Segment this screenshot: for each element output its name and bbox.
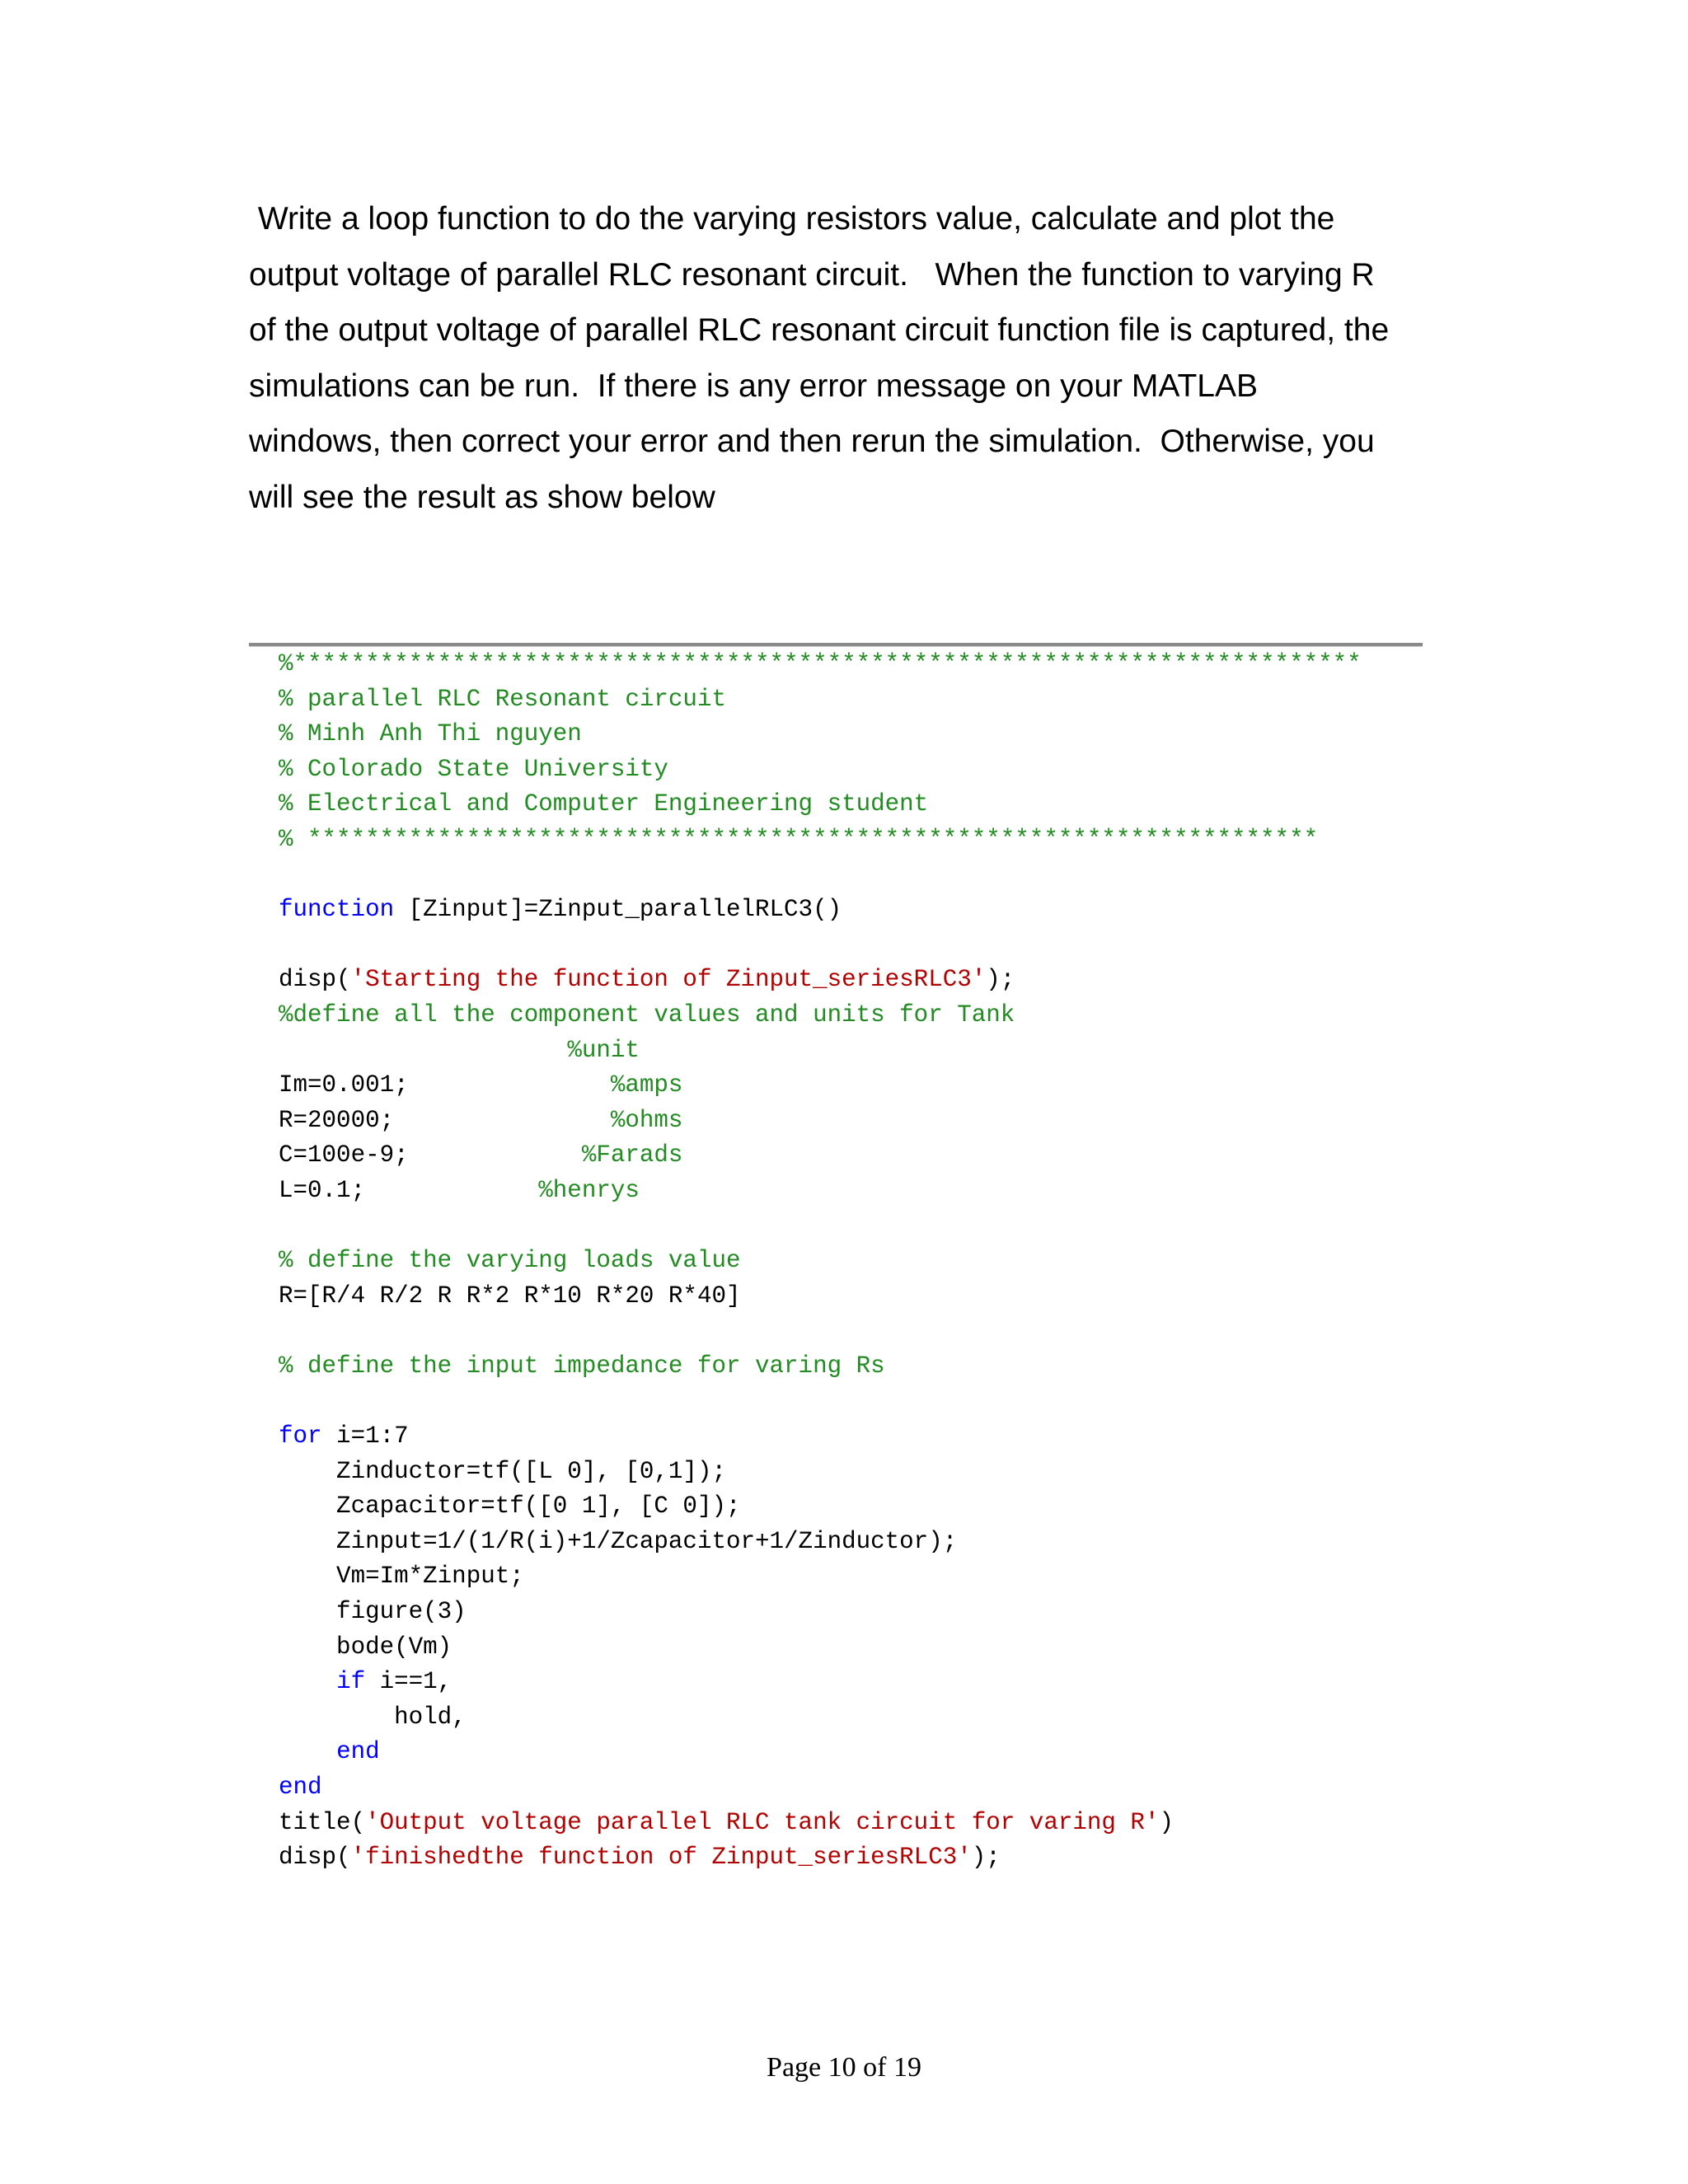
intro-line: of the output voltage of parallel RLC resonant circuit function file is captured, the <box>249 312 1390 348</box>
code-line <box>279 1068 1432 1104</box>
code-line <box>279 1384 1432 1419</box>
code-token-plain: R=[R/4 R/2 R R*2 R*10 R*20 R*40] <box>279 1282 741 1310</box>
code-token-comment: % ********************************************************************** <box>279 825 1319 853</box>
code-line <box>279 893 1432 928</box>
code-token-comment: %define all the component values and units for Tank <box>279 1001 1015 1029</box>
intro-paragraph <box>249 191 1452 525</box>
code-token-comment: %unit <box>567 1036 640 1064</box>
code-line <box>279 928 1432 963</box>
matlab-code-block <box>279 647 1432 1876</box>
code-token-string: 'Starting the function of Zinput_seriesRLC3' <box>350 966 987 994</box>
code-line <box>279 1770 1432 1806</box>
code-token-plain: disp( <box>279 1844 351 1872</box>
code-line <box>279 1244 1432 1279</box>
code-line <box>279 647 1432 682</box>
code-line <box>279 787 1432 823</box>
code-token-plain: Zinput=1/(1/R(i)+1/Zcapacitor+1/Zinductor); <box>279 1527 958 1555</box>
code-token-plain: i=1:7 <box>321 1422 409 1451</box>
intro-line: output voltage of parallel RLC resonant circuit. When the function to varying R <box>249 256 1375 293</box>
code-line <box>279 1455 1432 1490</box>
code-line <box>279 1630 1432 1666</box>
code-line <box>279 1314 1432 1349</box>
code-token-keyword: end <box>336 1738 380 1766</box>
intro-line: simulations can be run. If there is any error message on your MATLAB <box>249 368 1258 404</box>
code-token-comment: % define the input impedance for varing Rs <box>279 1352 885 1380</box>
code-token-comment: % Colorado State University <box>279 755 668 783</box>
code-line <box>279 1559 1432 1595</box>
code-token-keyword: if <box>336 1668 366 1696</box>
code-token-plain: L=0.1; <box>279 1176 539 1204</box>
code-token-comment: % define the varying loads value <box>279 1247 741 1275</box>
intro-line: windows, then correct your error and then rerun the simulation. Otherwise, you <box>249 424 1375 459</box>
code-token-plain <box>279 1668 336 1695</box>
intro-line: Write a loop function to do the varying resistors value, calculate and plot the <box>249 201 1335 237</box>
code-line <box>279 1209 1432 1244</box>
code-token-plain: ) <box>1159 1808 1174 1836</box>
code-token-plain: Zcapacitor=tf([0 1], [C 0]); <box>279 1493 741 1521</box>
code-token-plain: title( <box>279 1808 366 1836</box>
code-line <box>279 1665 1432 1700</box>
code-token-plain: Im=0.001; <box>279 1071 611 1099</box>
code-token-string: 'finishedthe function of Zinput_seriesRLC3' <box>350 1844 972 1872</box>
code-line <box>279 1806 1432 1841</box>
code-token-plain: figure(3) <box>279 1598 467 1626</box>
code-token-comment: % parallel RLC Resonant circuit <box>279 685 726 713</box>
code-token-string: 'Output voltage parallel RLC tank circuit for varing R' <box>365 1808 1160 1836</box>
code-line <box>279 1735 1432 1770</box>
code-line <box>279 752 1432 788</box>
code-line <box>279 682 1432 718</box>
code-token-plain: disp( <box>279 966 351 994</box>
code-token-plain: ); <box>986 966 1015 994</box>
code-token-comment: % Electrical and Computer Engineering student <box>279 790 929 818</box>
code-token-comment: % Minh Anh Thi nguyen <box>279 720 582 748</box>
code-token-plain: Vm=Im*Zinput; <box>279 1563 524 1591</box>
code-token-plain: i==1, <box>365 1668 452 1696</box>
page-number: Page 10 of 19 <box>767 2052 921 2083</box>
code-line <box>279 1349 1432 1385</box>
code-line <box>279 1138 1432 1174</box>
code-token-plain <box>279 1738 336 1765</box>
code-line <box>279 1595 1432 1630</box>
code-line <box>279 998 1432 1033</box>
code-token-comment: %amps <box>610 1071 683 1099</box>
code-line <box>279 1174 1432 1209</box>
code-line <box>279 1033 1432 1069</box>
code-token-plain: C=100e-9; <box>279 1141 582 1169</box>
code-token-keyword: for <box>279 1422 322 1451</box>
code-token-comment: %ohms <box>610 1106 683 1134</box>
code-token-keyword: function <box>279 896 395 924</box>
code-token-keyword: end <box>279 1774 322 1801</box>
code-line <box>279 1419 1432 1455</box>
code-token-plain: R=20000; <box>279 1106 611 1134</box>
code-token-comment: %Farads <box>581 1141 683 1169</box>
code-token-plain: bode(Vm) <box>279 1633 452 1661</box>
code-token-plain: ); <box>971 1844 1001 1872</box>
code-line <box>279 1700 1432 1736</box>
code-line <box>279 858 1432 893</box>
code-line <box>279 1525 1432 1560</box>
code-line <box>279 717 1432 752</box>
code-token-plain: [Zinput]=Zinput_parallelRLC3() <box>394 896 842 924</box>
code-token-plain: hold, <box>279 1703 467 1731</box>
code-token-comment: %************************************************************************** <box>279 650 1362 677</box>
code-token-plain: Zinductor=tf([L 0], [0,1]); <box>279 1457 726 1485</box>
code-line <box>279 1840 1432 1876</box>
code-line <box>279 1104 1432 1139</box>
code-line <box>279 963 1432 998</box>
code-line <box>279 1489 1432 1525</box>
code-token-plain <box>279 1037 567 1064</box>
code-token-comment: %henrys <box>538 1176 640 1204</box>
intro-line: will see the result as show below <box>249 479 715 515</box>
code-line <box>279 823 1432 858</box>
code-line <box>279 1279 1432 1315</box>
